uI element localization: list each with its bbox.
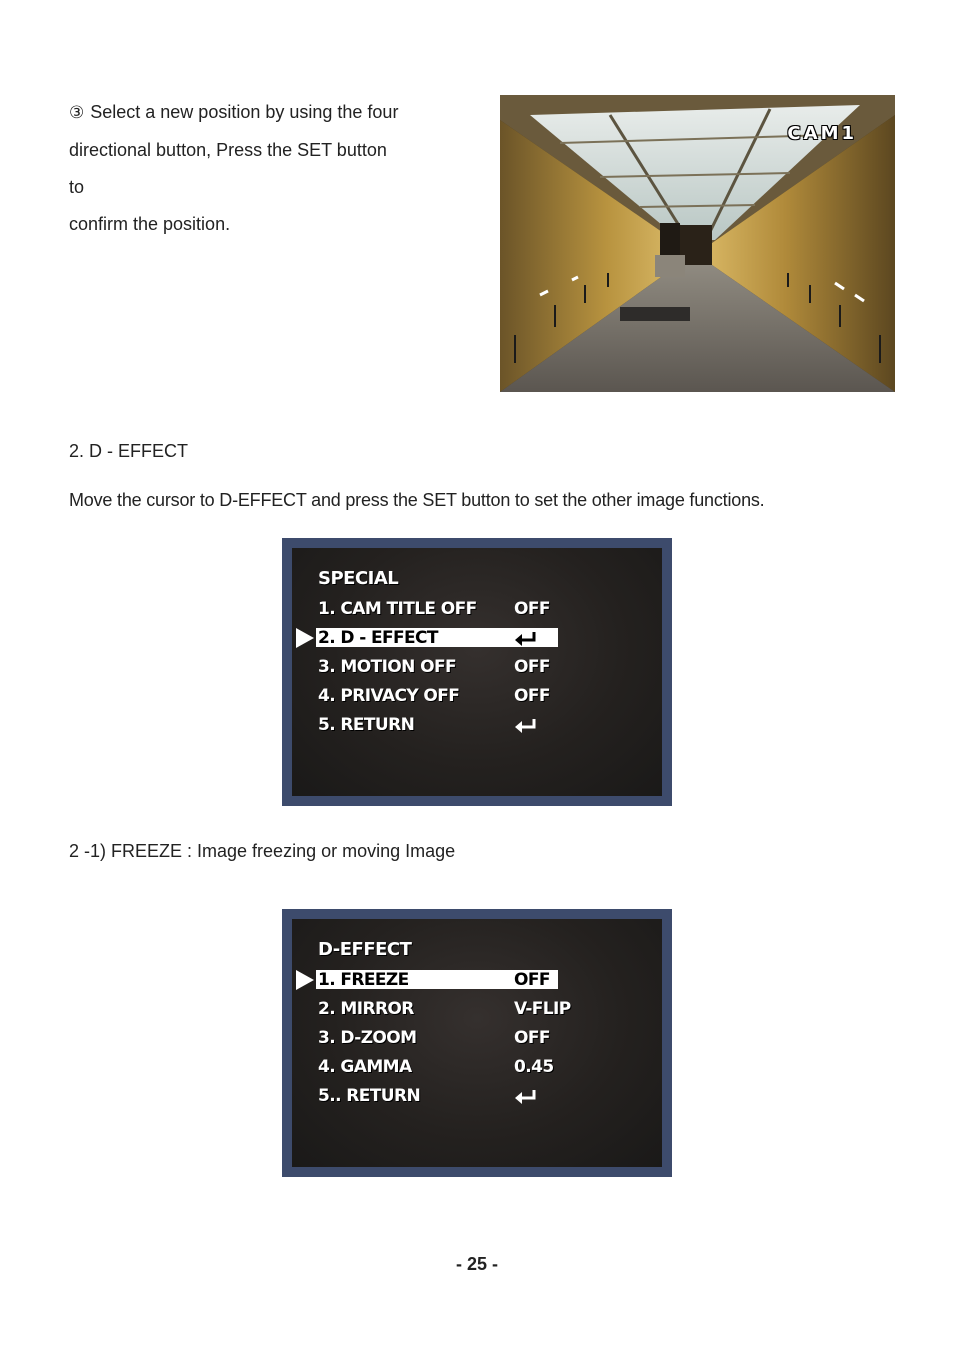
step3-line1: ③ Select a new position by using the four <box>69 102 399 123</box>
osd-item-d-zoom[interactable] <box>316 1028 558 1048</box>
osd-item-return[interactable] <box>316 1086 558 1106</box>
osd-menu-title: SPECIAL <box>318 568 399 589</box>
special-osd-menu <box>282 538 672 806</box>
osd-item-value: OFF <box>514 657 550 677</box>
page-number: - 25 - <box>455 1254 498 1274</box>
osd-item-label: 3. MOTION OFF <box>318 657 456 677</box>
cursor-arrow-icon <box>296 970 314 990</box>
osd-item-value: OFF <box>514 686 550 706</box>
osd-item-gamma[interactable] <box>316 1057 558 1077</box>
osd-item-label: 4. PRIVACY OFF <box>318 686 460 706</box>
osd-item-privacy[interactable] <box>316 686 558 706</box>
cam-title-overlay: CAM1 <box>787 123 857 144</box>
camera-preview-image <box>500 95 895 392</box>
osd-screen <box>292 919 662 1167</box>
osd-item-label: 5. RETURN <box>318 715 415 735</box>
step3-line2: directional button, Press the SET button to <box>69 140 387 197</box>
osd-item-freeze[interactable] <box>316 970 558 989</box>
enter-icon <box>514 630 538 646</box>
osd-item-value: 0.45 <box>514 1057 554 1077</box>
osd-item-value: V-FLIP <box>514 999 571 1019</box>
d-effect-osd-menu <box>282 909 672 1177</box>
osd-item-label: 2. D - EFFECT <box>318 628 438 648</box>
enter-icon <box>514 1088 538 1104</box>
osd-item-cam-title[interactable] <box>316 599 558 619</box>
osd-item-mirror[interactable] <box>316 999 571 1019</box>
osd-item-label: 1. FREEZE <box>318 970 409 990</box>
osd-item-value: OFF <box>514 970 550 990</box>
osd-item-value: OFF <box>514 1028 550 1048</box>
osd-item-value: OFF <box>514 599 550 619</box>
osd-item-label: 1. CAM TITLE OFF <box>318 599 477 619</box>
osd-item-label: 2. MIRROR <box>318 999 414 1019</box>
osd-item-label: 4. GAMMA <box>318 1057 412 1077</box>
section-heading-d-effect: 2. D - EFFECT <box>69 441 189 461</box>
osd-item-motion[interactable] <box>316 657 558 677</box>
osd-item-label: 3. D-ZOOM <box>318 1028 417 1048</box>
section-heading-freeze: 2 -1) FREEZE : Image freezing or moving Image <box>69 841 456 861</box>
osd-screen <box>292 548 662 796</box>
step3-line3: confirm the position. <box>69 214 231 234</box>
osd-item-return[interactable] <box>316 715 558 735</box>
step3-marker: ③ <box>69 103 85 123</box>
osd-item-label: 5.. RETURN <box>318 1086 421 1106</box>
step3-paragraph <box>69 94 399 243</box>
cursor-arrow-icon <box>296 628 314 648</box>
osd-menu-title: D-EFFECT <box>318 939 412 960</box>
osd-item-d-effect[interactable] <box>316 628 558 647</box>
section-description-d-effect: Move the cursor to D-EFFECT and press the SET button to set the other image functions. <box>69 490 765 510</box>
enter-icon <box>514 717 538 733</box>
